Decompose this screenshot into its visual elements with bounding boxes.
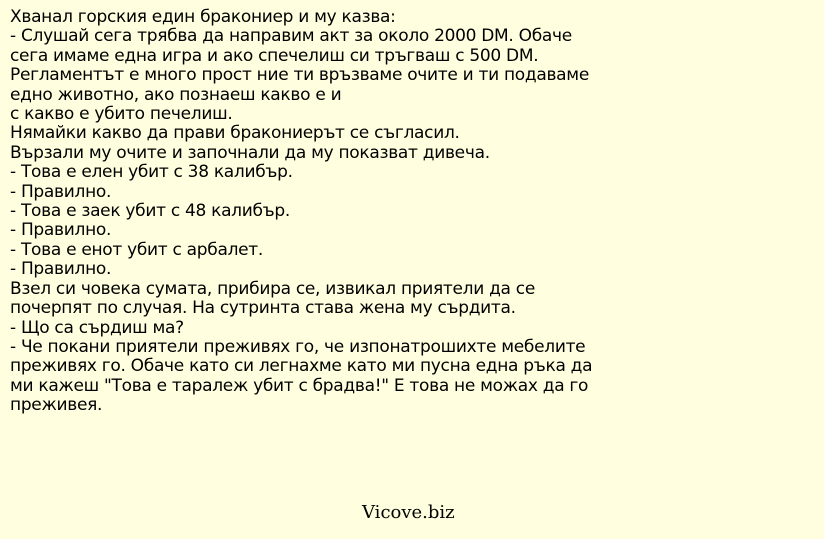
joke-line: преживях го. Обаче като си легнахме като ми пусна една ръка да	[10, 356, 593, 377]
joke-line: почерпят по случая. На сутринта става жена му сърдита.	[10, 298, 516, 319]
joke-line: сега имаме една игра и ако спечелиш си тръгваш с 500 DM.	[10, 45, 539, 66]
joke-line: Взел си човека сумата, прибира се, извикал приятели да се	[10, 278, 535, 299]
site-watermark: Vicove.biz	[362, 502, 455, 523]
joke-line: - Това е заек убит с 48 калибър.	[10, 201, 290, 222]
joke-line: преживея.	[10, 395, 103, 416]
joke-line: - Това е елен убит с 38 калибър.	[10, 162, 293, 183]
joke-text	[10, 7, 593, 416]
joke-line: Хванал горския един бракониер и му казва:	[10, 7, 396, 27]
joke-line: - Правилно.	[10, 259, 112, 280]
joke-line: - Що са сърдиш ма?	[10, 317, 184, 338]
joke-line: - Слушай сега трябва да направим акт за около 2000 DM. Обаче	[10, 26, 572, 47]
joke-line: - Това е енот убит с арбалет.	[10, 239, 263, 260]
joke-line: - Че покани приятели преживях го, че изпонатрошихте мебелите	[10, 336, 586, 357]
joke-line: Регламентът е много прост ние ти връзваме очите и ти подаваме	[10, 65, 589, 86]
joke-line: Нямайки какво да прави бракониерът се съгласил.	[10, 123, 460, 144]
joke-line: Вързали му очите и започнали да му показват дивеча.	[10, 142, 490, 163]
joke-line: с какво е убито печелиш.	[10, 104, 233, 125]
joke-line: - Правилно.	[10, 181, 112, 202]
joke-line: - Правилно.	[10, 220, 112, 241]
joke-line: едно животно, ако познаеш какво е и	[10, 84, 342, 105]
joke-line: ми кажеш "Това е таралеж убит с брадва!" Е това не можах да го	[10, 375, 589, 396]
